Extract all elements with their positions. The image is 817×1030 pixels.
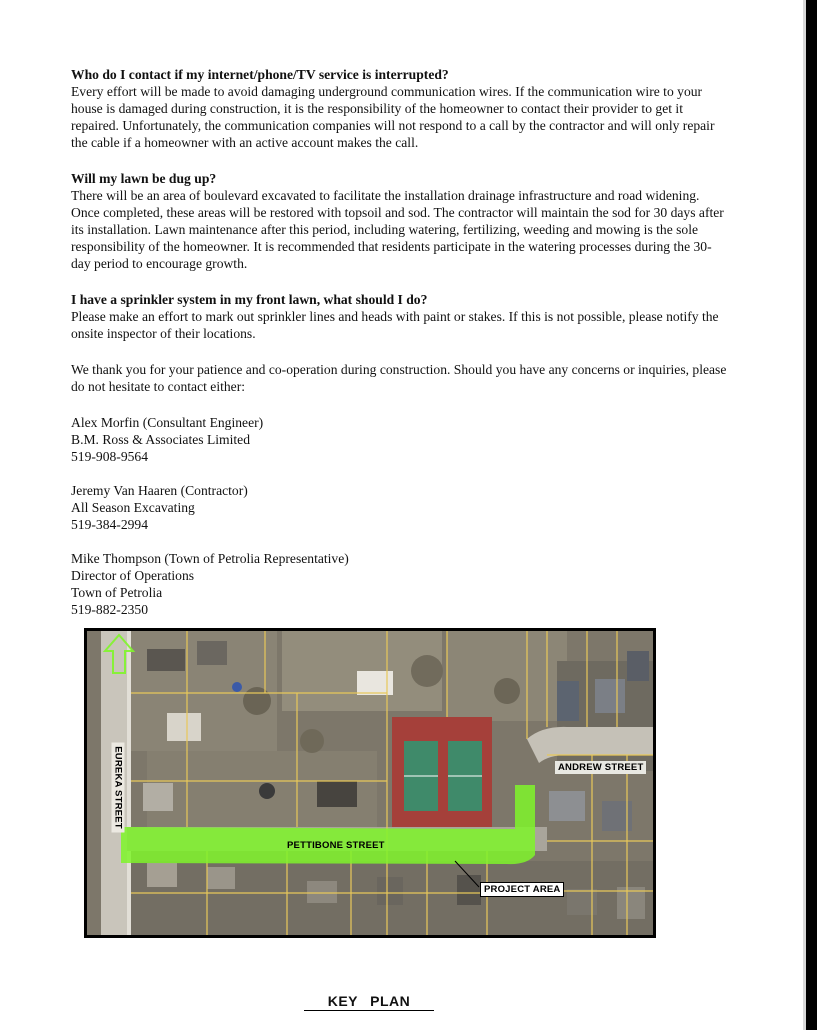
project-area-label: PROJECT AREA [480,882,564,897]
contact-engineer [71,414,731,465]
thanks-paragraph: We thank you for your patience and co-operation during construction. Should you have any concerns or inquiries, please do not hesitate to contact either: [71,362,727,394]
faq-answer: Please make an effort to mark out sprinkler lines and heads with paint or stakes. If this is not possible, please notify the onsite inspector of their locations. [71,309,719,341]
andrew-street-label: ANDREW STREET [555,761,646,774]
contact-organization: All Season Excavating [71,500,195,515]
contact-organization: B.M. Ross & Associates Limited [71,432,250,447]
contact-organization: Town of Petrolia [71,585,163,600]
contact-town [71,550,731,618]
contact-phone: 519-384-2994 [71,517,149,532]
faq-item-sprinkler [71,291,731,342]
eureka-street-label: EUREKA STREET [112,743,125,833]
aerial-map-image [87,631,653,935]
pettibone-street-label: PETTIBONE STREET [287,840,385,851]
faq-question: I have a sprinkler system in my front lawn, what should I do? [71,292,428,307]
faq-item-internet [71,66,731,151]
document-body [71,66,731,635]
key-plan-map [84,628,656,938]
faq-item-lawn [71,170,731,272]
contact-name: Mike Thompson (Town of Petrolia Representative) [71,551,349,566]
contact-title: Director of Operations [71,568,195,583]
faq-question: Who do I contact if my internet/phone/TV service is interrupted? [71,67,449,82]
faq-answer: Every effort will be made to avoid damaging underground communication wires. If the communication wire to your house is damaged during construction, it is the responsibility of the homeowner to contact their provider to get it repaired. Unfortunately, the communication companies will not respond to a call by the contractor and will only repair the cable if a homeowner with an active account makes the call. [71,84,715,150]
page-edge [806,0,817,1030]
faq-question: Will my lawn be dug up? [71,171,217,186]
key-plan-title: KEY PLAN [304,993,434,1011]
contact-phone: 519-882-2350 [71,602,149,617]
contact-contractor [71,482,731,533]
faq-answer: There will be an area of boulevard excavated to facilitate the installation drainage infrastructure and road widening. Once completed, these areas will be restored with topsoil and sod. The contractor will maintain the sod for 30 days after its installation. Lawn maintenance after this period, including watering, fertilizing, weeding and mowing is the sole responsibility of the homeowner. It is recommended that residents participate in the watering processes during the 30-day period to encourage growth. [71,188,724,271]
contact-phone: 519-908-9564 [71,449,149,464]
contact-name: Alex Morfin (Consultant Engineer) [71,415,264,430]
contact-name: Jeremy Van Haaren (Contractor) [71,483,248,498]
